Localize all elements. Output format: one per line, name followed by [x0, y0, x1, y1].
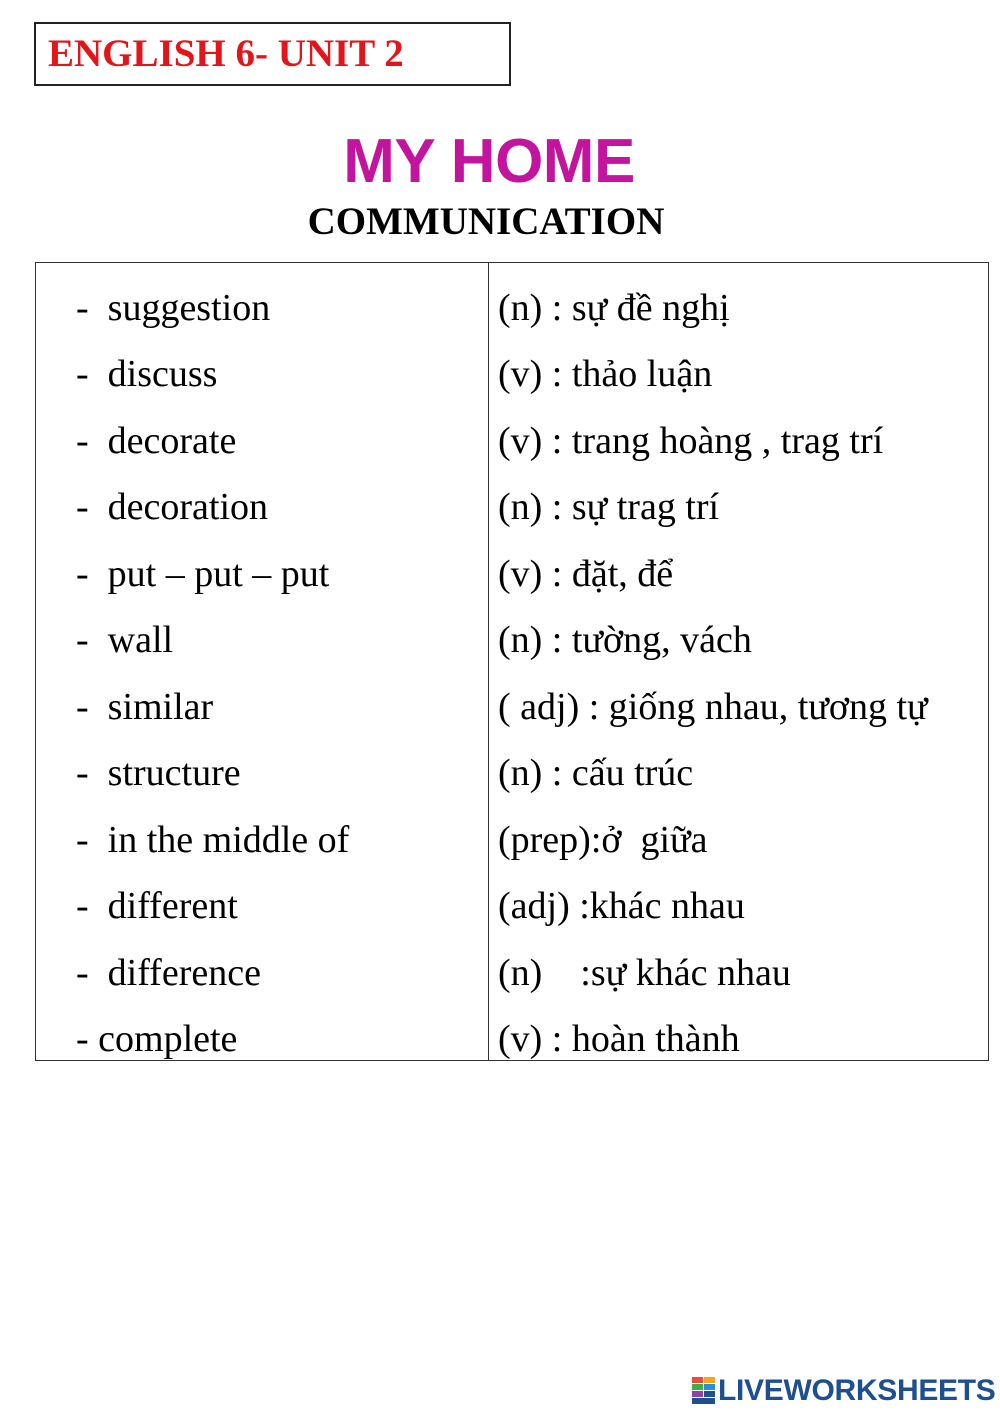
vocab-meaning: (n) : tường, vách: [498, 619, 752, 661]
vocab-meaning: (v) : trang hoàng , trag trí: [498, 420, 884, 462]
unit-title: ENGLISH 6- UNIT 2: [48, 32, 404, 75]
vocab-term: - put – put – put: [76, 553, 330, 595]
vocab-meaning: (adj) :khác nhau: [498, 885, 745, 927]
vocabulary-table: [35, 262, 989, 1061]
vocab-term: - structure: [76, 752, 241, 794]
vocab-meaning: (n) :sự khác nhau: [498, 952, 791, 994]
vocab-row: [36, 740, 988, 806]
vocab-row: [36, 1006, 988, 1072]
vocab-term: - discuss: [76, 353, 218, 395]
vocab-row: [36, 940, 988, 1006]
page-title: MY HOME: [343, 127, 635, 196]
vocab-row: [36, 807, 988, 873]
vocab-row: [36, 341, 988, 407]
liveworksheets-logo-icon: [692, 1377, 716, 1405]
vocab-row: [36, 607, 988, 673]
vocab-meaning: (prep):ở giữa: [498, 819, 708, 861]
vocab-term: - in the middle of: [76, 819, 350, 861]
vocab-meaning: (v) : thảo luận: [498, 353, 713, 395]
vocab-term: - wall: [76, 619, 174, 661]
vocab-term: - similar: [76, 686, 214, 728]
vocab-meaning: (v) : đặt, để: [498, 553, 674, 595]
vocab-meaning: (n) : cấu trúc: [498, 752, 694, 794]
vocab-term: - complete: [76, 1018, 238, 1060]
vocab-term: - suggestion: [76, 287, 271, 329]
liveworksheets-brand[interactable]: [692, 1373, 996, 1409]
vocab-meaning: (v) : hoàn thành: [498, 1018, 740, 1060]
vocab-meaning: (n) : sự đề nghị: [498, 287, 730, 329]
vocab-term: - different: [76, 885, 238, 927]
vocab-term: - decorate: [76, 420, 237, 462]
vocab-row: [36, 275, 988, 341]
vocab-meaning: (n) : sự trag trí: [498, 486, 720, 528]
vocab-row: [36, 541, 988, 607]
vocab-term: - decoration: [76, 486, 269, 528]
vocab-row: [36, 674, 988, 740]
vocab-term: - difference: [76, 952, 261, 994]
section-subtitle: COMMUNICATION: [307, 200, 665, 243]
unit-title-box: [34, 22, 511, 86]
vocab-meaning: ( adj) : giống nhau, tương tự: [498, 686, 928, 728]
vocab-row: [36, 873, 988, 939]
vocab-row: [36, 474, 988, 540]
brand-name: LIVEWORKSHEETS: [718, 1374, 996, 1407]
vocab-row: [36, 408, 988, 474]
